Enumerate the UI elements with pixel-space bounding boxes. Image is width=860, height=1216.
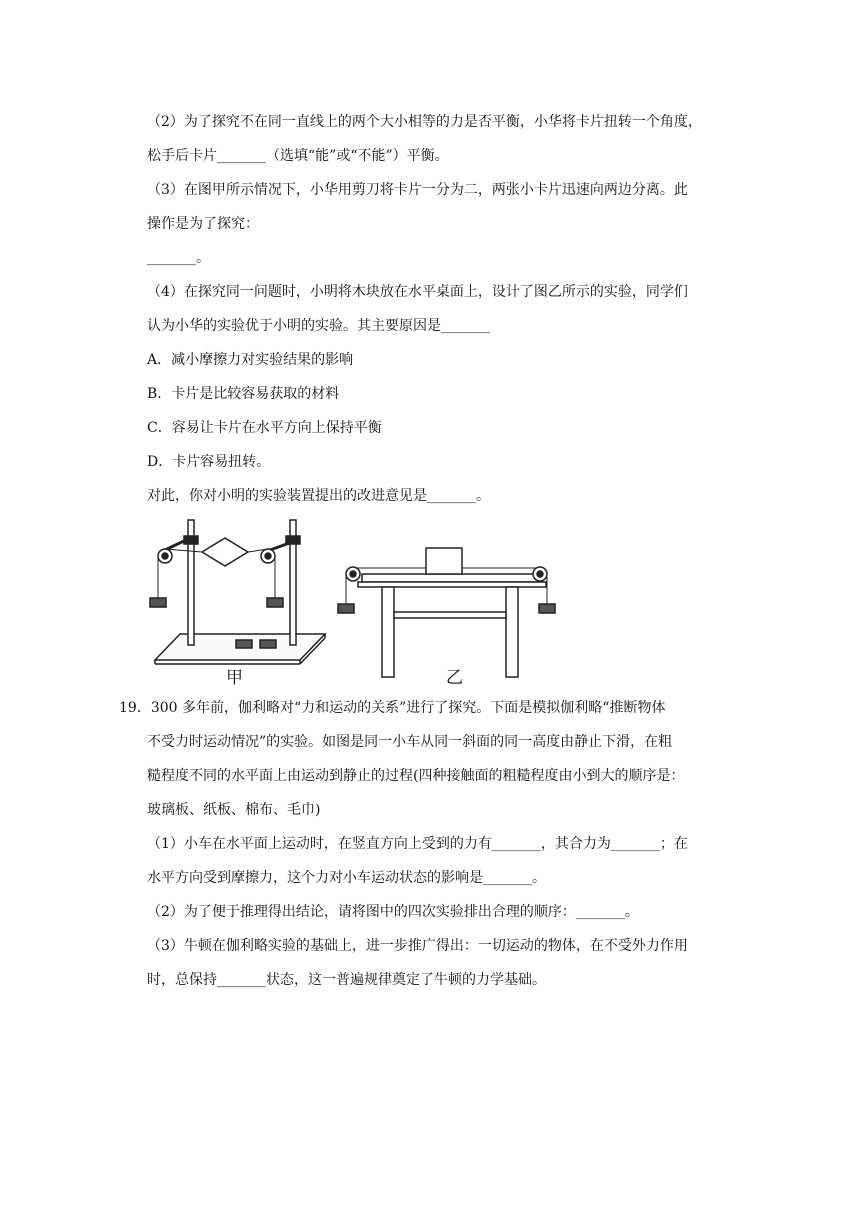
left-weight [150,598,166,607]
q19-part1-line2: 水平方向受到摩擦力，这个力对小车运动状态的影响是_______。 [147,870,546,886]
yi-right-weight [539,604,555,613]
apparatus-jia [150,520,325,664]
q18-part3-line3: _______。 [147,250,210,266]
q18-option-d: D．卡片容易扭转。 [147,454,271,470]
table-leg-right [506,587,518,677]
wooden-block [426,548,462,574]
q18-part2-line2: 松手后卡片_______（选填“能”或“不能”）平衡。 [147,148,449,164]
table-leg-left [382,587,394,677]
q18-option-b: B．卡片是比较容易获取的材料 [147,386,340,402]
q18-part3-line2: 操作是为了探究： [147,216,259,232]
q19-part3-line2: 时，总保持_______状态，这一普遍规律奠定了牛顿的力学基础。 [147,972,546,988]
right-weight [267,598,283,607]
q19-line3: 糙程度不同的水平面上由运动到静止的过程(四种接触面的粗糙程度由小到大的顺序是： [147,768,685,784]
q19-part1-line1: （1）小车在水平面上运动时，在竖直方向上受到的力有_______，其合力为_______；在 [147,836,688,852]
q18-option-a: A．减小摩擦力对实验结果的影响 [147,352,354,368]
apparatus-yi [338,548,555,677]
figure-label-yi: 乙 [446,668,463,688]
q19-part3-line1: （3）牛顿在伽利略实验的基础上，进一步推广得出：一切运动的物体，在不受外力作用 [147,938,688,954]
q18-part4-line2: 认为小华的实验优于小明的实验。其主要原因是_______ [147,318,490,334]
q19-line2: 不受力时运动情况”的实验。如图是同一小车从同一斜面的同一高度由静止下滑，在粗 [147,734,673,750]
card [202,538,248,566]
q19-line4: 玻璃板、纸板、棉布、毛巾) [147,802,321,818]
experiment-figure [140,512,590,687]
q18-part4-line1: （4）在探究同一问题时，小明将木块放在水平桌面上，设计了图乙所示的实验，同学们 [147,284,688,300]
figure-label-jia: 甲 [226,668,243,688]
q19-part2: （2）为了便于推理得出结论，请将图中的四次实验排出合理的顺序：_______。 [147,904,639,920]
q18-followup: 对此，你对小明的实验装置提出的改进意见是_______。 [147,488,490,504]
yi-left-weight [338,604,354,613]
q19-line1: 19．300 多年前，伽利略对“力和运动的关系”进行了探究。下面是模拟伽利略“推断物体 [119,700,666,716]
table-top [362,574,542,582]
q18-option-c: C．容易让卡片在水平方向上保持平衡 [147,420,382,436]
q18-part3-line1: （3）在图甲所示情况下，小华用剪刀将卡片一分为二，两张小卡片迅速向两边分离。此 [147,182,688,198]
q18-part2-line1: （2）为了探究不在同一直线上的两个大小相等的力是否平衡，小华将卡片扭转一个角度， [147,114,702,130]
